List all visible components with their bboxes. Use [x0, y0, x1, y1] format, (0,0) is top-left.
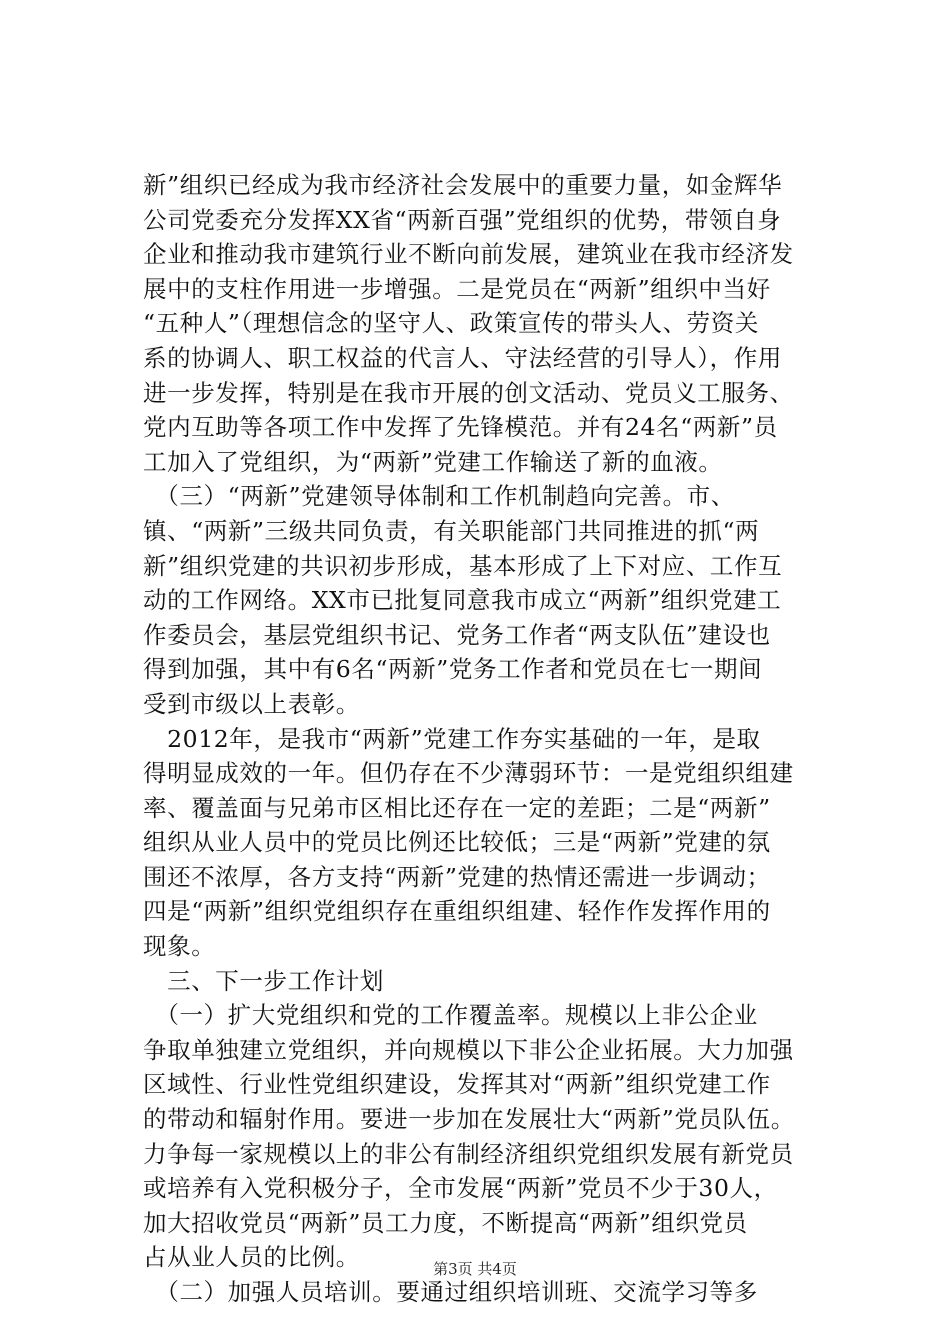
text-line: 工加入了党组织，为“两新”党建工作输送了新的血液。: [143, 447, 723, 476]
paragraph: [143, 1275, 843, 1310]
text-line: 系的协调人、职工权益的代言人、守法经营的引导人），作用: [143, 343, 782, 372]
text-line: （三）“两新”党建领导体制和工作机制趋向完善。市、: [143, 482, 735, 511]
text-line: 动的工作网络。XX市已批复同意我市成立“两新”组织党建工: [143, 586, 782, 615]
paragraph: [143, 479, 843, 721]
text-line: （二）加强人员培训。要通过组织培训班、交流学习等多: [143, 1278, 758, 1306]
page-footer: 第3页 共4页: [433, 1260, 517, 1278]
paragraph: [143, 998, 843, 1275]
text-line: 镇、“两新”三级共同负责，有关职能部门共同推进的抓“两: [143, 516, 760, 545]
text-line: 现象。: [143, 932, 216, 961]
text-line: 企业和推动我市建筑行业不断向前发展，建筑业在我市经济发: [143, 240, 794, 269]
text-line: 新”组织党建的共识初步形成，基本形成了上下对应、工作互: [143, 551, 783, 580]
text-line: 率、覆盖面与兄弟市区相比还存在一定的差距；二是“两新”: [143, 793, 771, 822]
body-text: [143, 168, 843, 1310]
text-line: 组织从业人员中的党员比例还比较低；三是“两新”党建的氛: [143, 828, 771, 857]
text-line: 新”组织已经成为我市经济社会发展中的重要力量，如金辉华: [143, 171, 783, 199]
paragraph: [143, 722, 843, 964]
text-line: 2012年，是我市“两新”党建工作夯实基础的一年，是取: [143, 724, 761, 753]
text-line: 争取单独建立党组织，并向规模以下非公企业拓展。大力加强: [143, 1035, 794, 1064]
text-line: 进一步发挥，特别是在我市开展的创文活动、党员义工服务、: [143, 378, 794, 407]
text-line: 三、下一步工作计划: [143, 966, 384, 995]
text-line: 区域性、行业性党组织建设，发挥其对“两新”组织党建工作: [143, 1070, 771, 1099]
text-line: 受到市级以上表彰。: [143, 689, 360, 718]
text-line: （一）扩大党组织和党的工作覆盖率。规模以上非公企业: [143, 1001, 758, 1030]
text-line: 围还不浓厚，各方支持“两新”党建的热情还需进一步调动；: [143, 862, 771, 891]
text-line: 公司党委充分发挥XX省“两新百强”党组织的优势，带领自身: [143, 205, 782, 234]
text-line: 得明显成效的一年。但仍存在不少薄弱环节：一是党组织组建: [143, 759, 794, 788]
text-line: 得到加强，其中有6名“两新”党务工作者和党员在七一期间: [143, 655, 763, 684]
text-line: “五种人”（理想信念的坚守人、政策宣传的带头人、劳资关: [143, 309, 759, 338]
text-line: 党内互助等各项工作中发挥了先锋模范。并有24名“两新”员: [143, 413, 778, 442]
text-line: 四是“两新”组织党组织存在重组织组建、轻作作发挥作用的: [143, 897, 771, 926]
text-line: 展中的支柱作用进一步增强。二是党员在“两新”组织中当好: [143, 274, 771, 303]
text-line: 的带动和辐射作用。要进一步加在发展壮大“两新”党员队伍。: [143, 1105, 795, 1134]
text-line: 作委员会，基层党组织书记、党务工作者“两支队伍”建设也: [143, 620, 771, 649]
paragraph: [143, 964, 843, 999]
text-line: 占从业人员的比例。: [143, 1243, 360, 1272]
paragraph: [143, 168, 843, 479]
text-line: 力争每一家规模以上的非公有制经济组织党组织发展有新党员: [143, 1139, 794, 1168]
text-line: 加大招收党员“两新”员工力度，不断提高“两新”组织党员: [143, 1208, 748, 1237]
text-line: 或培养有入党积极分子，全市发展“两新”党员不少于30人，: [143, 1174, 778, 1203]
